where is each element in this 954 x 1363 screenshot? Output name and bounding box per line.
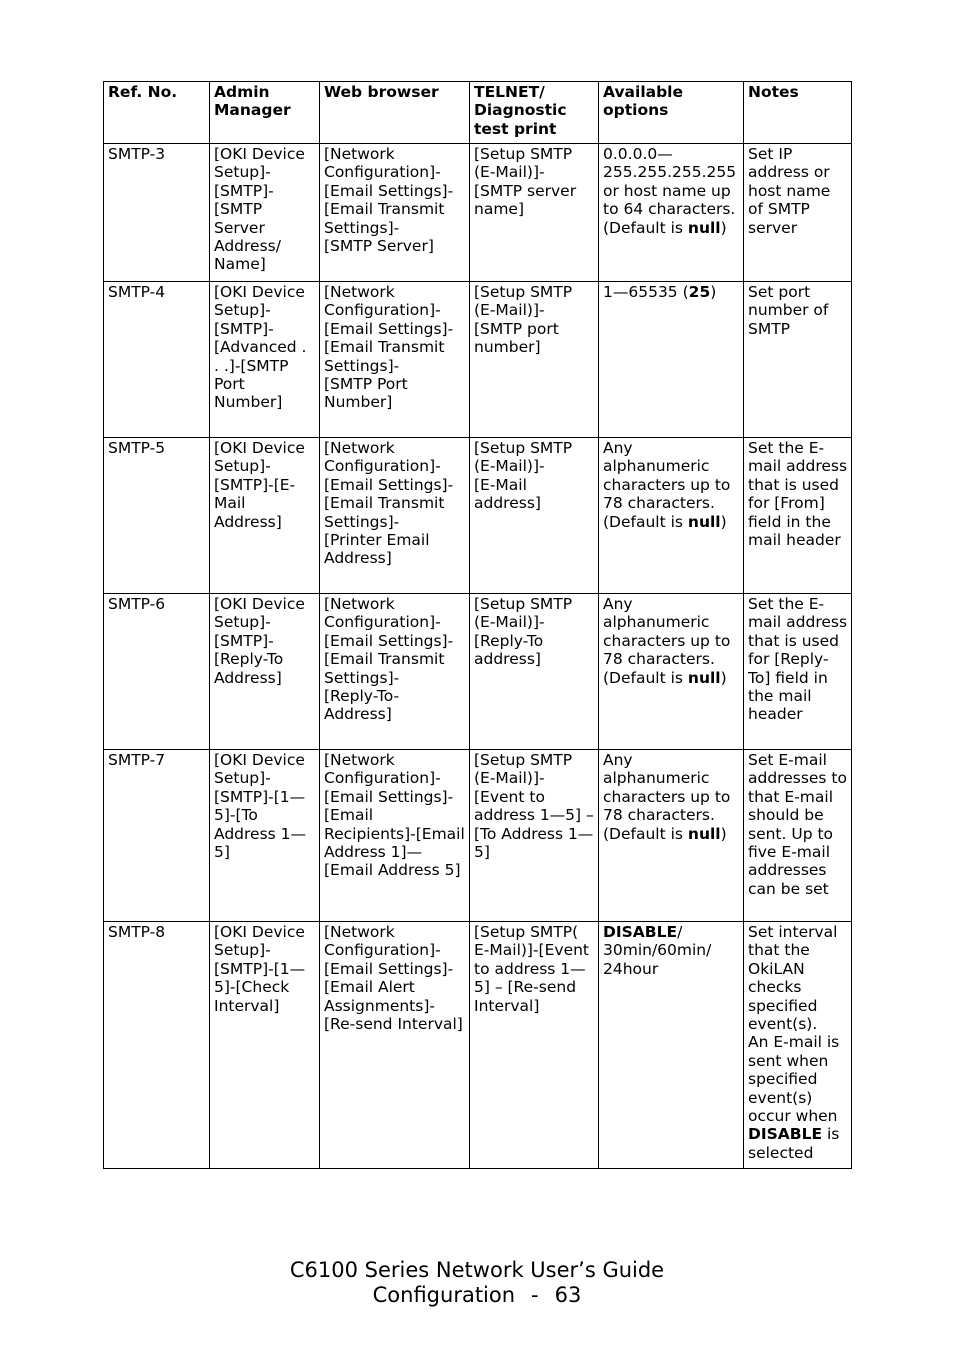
default-value: 25: [688, 283, 711, 301]
options-default: [603, 825, 740, 843]
web-path: [Network Configuration]-[Email Settings]-[Email Alert Assignments]-: [324, 923, 454, 1015]
notes-text: Set interval that the OkiLAN checks specified event(s).: [748, 923, 838, 1034]
table-row: [104, 438, 852, 594]
table-row: [104, 144, 852, 282]
cell-admin: [OKI Device Setup]-[SMTP]-[1—5]-[Check Interval]: [210, 922, 320, 1169]
default-value: null: [687, 824, 721, 843]
options-default: [603, 513, 740, 531]
telnet-path: (E-Mail)]-: [474, 163, 545, 182]
notes-suffix: is selected: [748, 1125, 840, 1162]
cell-web: [320, 438, 470, 594]
cell-options: [599, 144, 744, 282]
cell-notes: Set E-mail addresses to that E-mail should be sent. Up to five E-mail addresses can be set: [744, 750, 852, 922]
telnet-path: (E-Mail)]-: [474, 301, 545, 320]
header-web-browser: Web browser: [320, 82, 470, 144]
default-suffix: ): [720, 668, 727, 687]
footer-page-info: [0, 1282, 954, 1308]
header-notes: Notes: [744, 82, 852, 144]
telnet-item: [SMTP server name]: [474, 181, 577, 219]
cell-web: [320, 922, 470, 1169]
header-telnet: TELNET/ Diagnostic test print: [470, 82, 599, 144]
cell-web: [320, 594, 470, 750]
cell-options: [599, 594, 744, 750]
cell-admin: [OKI Device Setup]-[SMTP]-[SMTP Server Address/ Name]: [210, 144, 320, 282]
cell-telnet: [470, 438, 599, 594]
telnet-item: [E-Mail address]: [474, 475, 541, 513]
cell-admin: [OKI Device Setup]-[SMTP]-[1—5]-[To Address 1—5]: [210, 750, 320, 922]
notes-text: [748, 1033, 848, 1162]
default-prefix: (Default is: [603, 668, 688, 687]
cell-ref: SMTP-6: [104, 594, 210, 750]
web-path: [Network Configuration]-[Email Settings]-[Email Transmit Settings]-: [324, 283, 454, 375]
table-row: [104, 282, 852, 438]
footer-separator: -: [531, 1283, 539, 1307]
telnet-path: [Setup SMTP(: [474, 923, 579, 941]
default-suffix: ): [720, 824, 727, 843]
cell-telnet: [470, 922, 599, 1169]
default-prefix: (Default is: [603, 512, 688, 531]
options-rest: / 30min/60min/ 24hour: [603, 923, 712, 978]
web-item: [Reply-To-Address]: [324, 687, 400, 724]
footer-page-number: 63: [554, 1283, 582, 1307]
header-ref-no: Ref. No.: [104, 82, 210, 144]
web-item: [Email Address 5]: [324, 861, 461, 880]
web-item: [SMTP Server]: [324, 237, 434, 256]
default-value: null: [687, 218, 721, 237]
cell-options: [599, 438, 744, 594]
options-text: Any alphanumeric characters up to 78 characters.: [603, 439, 731, 513]
cell-ref: SMTP-5: [104, 438, 210, 594]
default-value: DISABLE: [603, 923, 678, 941]
cell-telnet: [470, 282, 599, 438]
cell-web: [320, 282, 470, 438]
cell-admin: [OKI Device Setup]-[SMTP]-[E-Mail Address]: [210, 438, 320, 594]
options-text: 0.0.0.0—255.255.255.255 or host name up to 64 characters.: [603, 145, 737, 219]
default-suffix: ): [720, 218, 727, 237]
default-prefix: (Default is: [603, 824, 688, 843]
telnet-item: (E-Mail)]-[Event to address 1—5] – [To Address 1—5]: [474, 769, 594, 862]
telnet-path: [Setup SMTP: [474, 751, 573, 769]
notes-prefix: An E-mail is sent when specified event(s) occur when: [748, 1033, 840, 1126]
web-path: [Network Configuration]-[Email Settings]-[Email Transmit Settings]-: [324, 595, 454, 687]
cell-ref: SMTP-7: [104, 750, 210, 922]
settings-table: [103, 81, 852, 1169]
footer-section: Configuration: [372, 1283, 516, 1307]
web-item: [SMTP Port Number]: [324, 375, 408, 412]
cell-notes: Set port number of SMTP: [744, 282, 852, 438]
telnet-path: (E-Mail)]-: [474, 457, 545, 476]
web-item: [Printer Email Address]: [324, 531, 430, 568]
cell-ref: SMTP-8: [104, 922, 210, 1169]
cell-telnet: [470, 594, 599, 750]
cell-telnet: [470, 750, 599, 922]
table-row: [104, 594, 852, 750]
table-row: [104, 922, 852, 1169]
web-path: [Network Configuration]-[Email Settings]-[Email Transmit Settings]-: [324, 145, 454, 237]
web-path: [Network Configuration]-[Email Settings]-[Email Recipients]-[Email Address 1]—: [324, 751, 465, 862]
telnet-path: [Setup SMTP: [474, 595, 573, 613]
table-header-row: [104, 82, 852, 144]
cell-ref: SMTP-4: [104, 282, 210, 438]
footer-title: C6100 Series Network User’s Guide: [289, 1258, 665, 1282]
options-prefix: 1—65535 (: [603, 283, 689, 301]
options-text: Any alphanumeric characters up to 78 characters.: [603, 595, 731, 669]
default-value: null: [687, 668, 721, 687]
cell-notes: Set IP address or host name of SMTP server: [744, 144, 852, 282]
table-row: [104, 750, 852, 922]
telnet-path: [Setup SMTP: [474, 145, 573, 163]
cell-options: [599, 282, 744, 438]
options-default: [603, 669, 740, 687]
cell-options: [599, 750, 744, 922]
cell-ref: SMTP-3: [104, 144, 210, 282]
web-item: [Re-send Interval]: [324, 1015, 463, 1034]
header-admin-manager: Admin Manager: [210, 82, 320, 144]
cell-web: [320, 750, 470, 922]
telnet-item: E-Mail)]-[Event to address 1—5] – [Re-send Interval]: [474, 941, 590, 1015]
notes-bold: DISABLE: [748, 1125, 823, 1144]
cell-admin: [OKI Device Setup]-[SMTP]-[Advanced . . .]-[SMTP Port Number]: [210, 282, 320, 438]
cell-options: [599, 922, 744, 1169]
cell-telnet: [470, 144, 599, 282]
default-suffix: ): [720, 512, 727, 531]
options-default: [603, 219, 740, 237]
cell-notes: Set the E-mail address that is used for [Reply-To] field in the mail header: [744, 594, 852, 750]
header-available-options: Available options: [599, 82, 744, 144]
cell-web: [320, 144, 470, 282]
default-value: null: [687, 512, 721, 531]
cell-notes: Set the E-mail address that is used for [From] field in the mail header: [744, 438, 852, 594]
web-path: [Network Configuration]-[Email Settings]-[Email Transmit Settings]-: [324, 439, 454, 531]
cell-notes: [744, 922, 852, 1169]
telnet-item: [SMTP port number]: [474, 319, 559, 357]
telnet-path: [Setup SMTP: [474, 283, 573, 301]
cell-admin: [OKI Device Setup]-[SMTP]-[Reply-To Address]: [210, 594, 320, 750]
telnet-path: [Setup SMTP: [474, 439, 573, 457]
default-prefix: (Default is: [603, 218, 688, 237]
options-text: Any alphanumeric characters up to 78 characters.: [603, 751, 731, 825]
telnet-item: (E-Mail)]-[Reply-To address]: [474, 613, 545, 669]
options-suffix: ): [710, 283, 717, 301]
